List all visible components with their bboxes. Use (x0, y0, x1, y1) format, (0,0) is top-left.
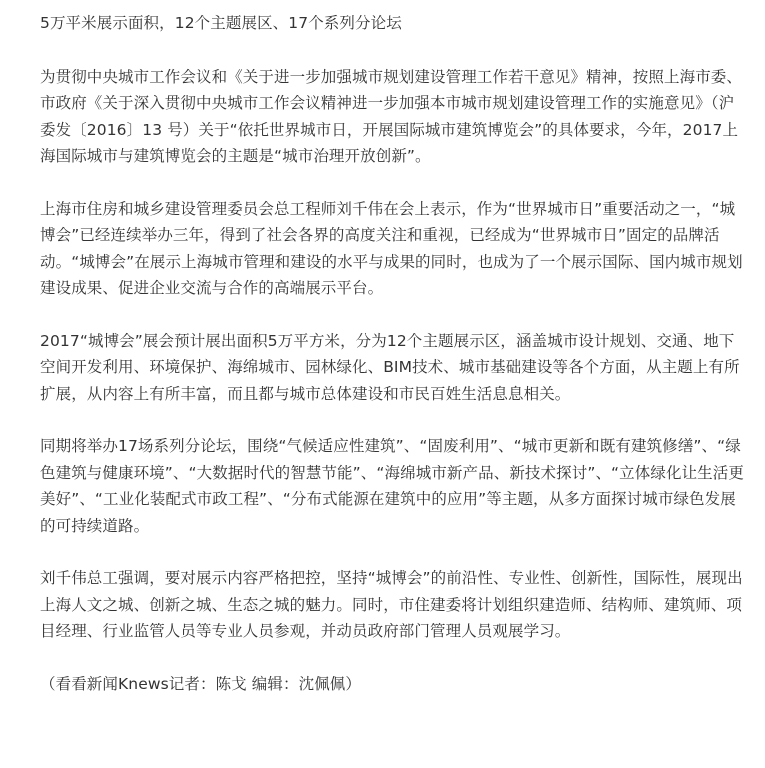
article-credit: （看看新闻Knews记者：陈戈 编辑：沈佩佩） (40, 674, 362, 693)
paragraph-2: 上海市住房和城乡建设管理委员会总工程师刘千伟在会上表示，作为“世界城市日”重要活动之一，“城博会”已经连续举办三年，得到了社会各界的高度关注和重视，已经成为“世界城市日”固定的品牌活动。“城博会”在展示上海城市管理和建设的水平与成果的同时，也成为了一个展示国际、国内城市规划建设成果、促进企业交流与合作的高端展示平台。 (40, 199, 743, 297)
paragraph-1: 为贯彻中央城市工作会议和《关于进一步加强城市规划建设管理工作若干意见》精神，按照上海市委、市政府《关于深入贯彻中央城市工作会议精神进一步加强本市城市规划建设管理工作的实施意见》（沪委发〔2016〕13 号）关于“依托世界城市日，开展国际城市建筑博览会”的具体要求，今年，2017上海国际城市与建筑博览会的主题是“城市治理开放创新”。 (40, 67, 743, 165)
paragraph-5: 刘千伟总工强调，要对展示内容严格把控，坚持“城博会”的前沿性、专业性、创新性，国际性，展现出上海人文之城、创新之城、生态之城的魅力。同时，市住建委将计划组织建造师、结构师、建筑师、项目经理、行业监管人员等专业人员参观，并动员政府部门管理人员观展学习。 (40, 569, 743, 640)
article-lead: 5万平米展示面积，12个主题展区、17个系列分论坛 (40, 14, 402, 32)
paragraph-3: 2017“城博会”展会预计展出面积5万平方米，分为12个主题展示区，涵盖城市设计规划、交通、地下空间开发利用、环境保护、海绵城市、园林绿化、BIM技术、城市基础建设等各个方面，从主题上有所扩展，从内容上有所丰富，而且都与城市总体建设和市民百姓生活息息相关。 (40, 331, 740, 403)
paragraph-4: 同期将举办17场系列分论坛，围绕“气候适应性建筑”、“固废利用”、“城市更新和既有建筑修缮”、“绿色建筑与健康环境”、“大数据时代的智慧节能”、“海绵城市新产品、新技术探讨”、“立体绿化让生活更美好”、“工业化装配式市政工程”、“分布式能源在建筑中的应用”等主题，从多方面探讨城市绿色发展的可持续道路。 (40, 437, 744, 535)
